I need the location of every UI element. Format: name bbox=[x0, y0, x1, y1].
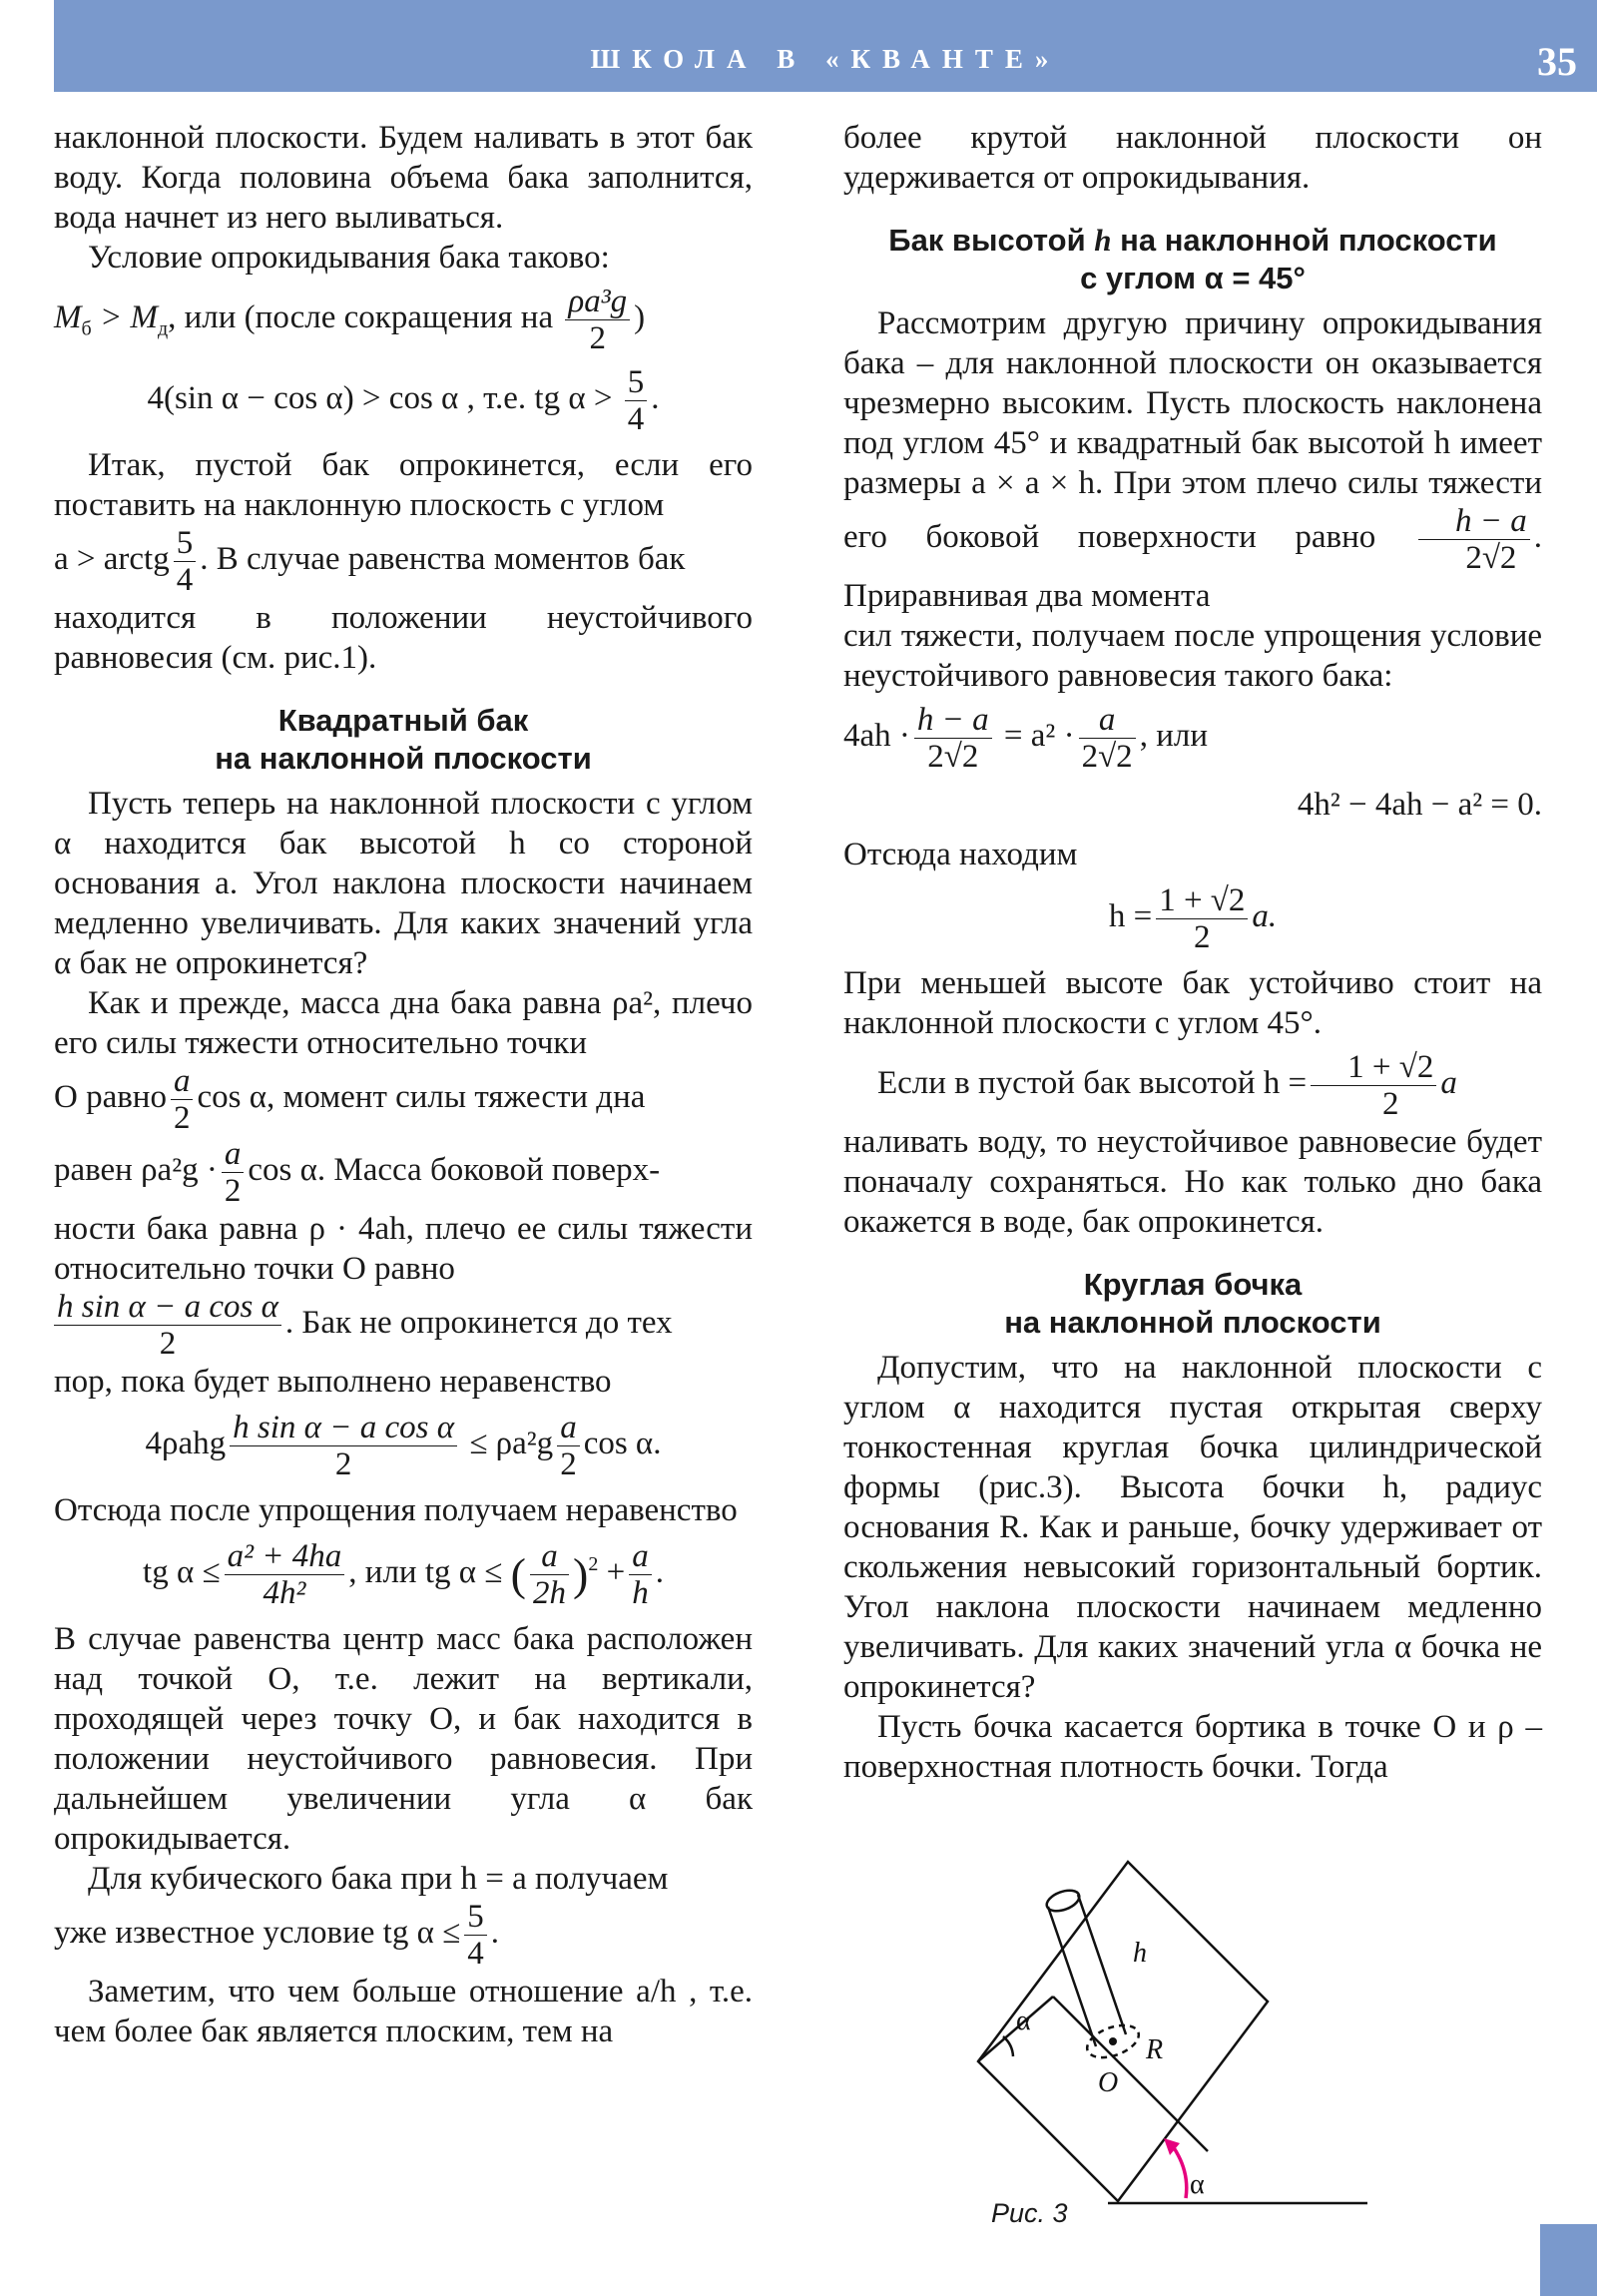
label-O: O bbox=[1098, 2067, 1119, 2098]
paragraph: Как и прежде, масса дна бака равна ρa², плечо его силы тяжести относительно точки bbox=[54, 985, 753, 1061]
formula: a > arctg $\frac{5}{4}$ . В случае равенства моментов бак bbox=[54, 525, 686, 598]
formula: уже известное условие tg α ≤ $\frac{5}{4}$ . bbox=[54, 1899, 499, 1972]
formula: 4(sin α − cos α) > cos α , т.е. tg α > $\frac{5}{4}$ . bbox=[147, 364, 660, 437]
label-alpha-top: α bbox=[1016, 2006, 1031, 2036]
section-heading: Бак высотой h на наклонной плоскости с углом α = 45° bbox=[888, 223, 1497, 295]
paragraph: Рассмотрим другую причину опрокидывания бака – для наклонной плоскости он оказывается чрезмерно высоким. Пусть плоскость наклонена под углом 45° и квадратный бак высотой h имеет размеры a × a × h. При этом плечо силы тяжести его боковой поверхности равно $\frac{h - a}{2√2}$ . Приравнивая два момента bbox=[843, 305, 1543, 614]
paragraph: Отсюда после упрощения получаем неравенство bbox=[54, 1492, 738, 1528]
label-R: R bbox=[1146, 2034, 1164, 2065]
paragraph: Пусть теперь на наклонной плоскости с углом α находится бак высотой h со стороной основания a. Угол наклона плоскости начинаем медленно увеличивать. Для каких значений угла α бак не опрокинется? bbox=[54, 786, 753, 981]
label-alpha-bottom: α bbox=[1190, 2169, 1205, 2200]
figure-3 bbox=[968, 1847, 1387, 2246]
paragraph: Отсюда находим bbox=[843, 837, 1078, 872]
angle-arrow bbox=[1173, 2146, 1187, 2198]
right-column bbox=[843, 118, 1542, 1787]
paragraph: При меньшей высоте бак устойчиво стоит на наклонной плоскости с углом 45°. bbox=[843, 965, 1542, 1041]
paragraph: ности бака равна ρ · 4ah, плечо ее силы тяжести относительно точки O равно bbox=[54, 1211, 753, 1287]
formula: 4ah · $\frac{h - a}{2√2}$ = a² · $\frac{a}{2√2}$ , или bbox=[843, 702, 1208, 775]
formula: равен ρa²g · $\frac{a}{2}$ cos α. Масса боковой поверх- bbox=[54, 1136, 661, 1209]
figure-caption: Рис. 3 bbox=[991, 2198, 1068, 2228]
formula: tg α ≤ $\frac{\text{a² + 4ha}}{\text{4h²}}$ , или tg α ≤ ( $\frac{a}{2h}$ )$^2$ + $\frac{a}{h}$ . bbox=[143, 1538, 664, 1611]
paragraph: сил тяжести, получаем после упрощения условие неустойчивого равновесия такого бака: bbox=[843, 618, 1542, 694]
section-heading: Квадратный бак на наклонной плоскости bbox=[215, 703, 592, 776]
center-point bbox=[1109, 2037, 1117, 2045]
paragraph: наливать воду, то неустойчивое равновесие будет поначалу сохраняться. Но как только дно бака окажется в воде, бак опрокинется. bbox=[843, 1124, 1542, 1240]
paragraph: Допустим, что на наклонной плоскости с углом α находится пустая открытая сверху тонкостенная круглая бочка цилиндрической формы (рис.3). Высота бочки h, радиус основания R. Как и раньше, бочку удерживает от скольжения невысокий горизонтальный бортик. Угол наклона плоскости начинаем медленно увеличивать. Для каких значений угла α бочка не опрокинется? bbox=[843, 1350, 1542, 1705]
page-header bbox=[54, 0, 1597, 92]
formula: $M_б > M_д$, или (после сокращения на $\frac{\text{ρa³g}}{2}$ ) bbox=[54, 284, 646, 356]
paragraph: Условие опрокидывания бака таково: bbox=[88, 240, 610, 276]
formula: h = $\frac{1 + √2}{2}$ a. bbox=[1108, 882, 1278, 955]
paragraph: наклонной плоскости. Будем наливать в этот бак воду. Когда половина объема бака заполнится, вода начнет из него выливаться. bbox=[54, 120, 753, 236]
formula: 4h² − 4ah − a² = 0. bbox=[1297, 787, 1542, 823]
paragraph: Для кубического бака при h = a получаем bbox=[88, 1861, 669, 1897]
paragraph: находится в положении неустойчивого равновесия (см. рис.1). bbox=[54, 600, 753, 676]
formula: $\frac{\text{h sin α − a cos α}}{2}$ . Бак не опрокинется до тех bbox=[54, 1289, 753, 1362]
label-h: h bbox=[1133, 1938, 1147, 1969]
formula: 4ρahg $\frac{\text{h sin α − a cos α}}{2}$ ≤ ρa²g $\frac{a}{2}$ cos α. bbox=[145, 1410, 662, 1482]
section-heading: Круглая бочка на наклонной плоскости bbox=[1004, 1267, 1381, 1340]
paragraph: Пусть бочка касается бортика в точке O и ρ – поверхностная плотность бочки. Тогда bbox=[843, 1709, 1542, 1785]
formula: O равно $\frac{a}{2}$ cos α, момент силы тяжести дна bbox=[54, 1063, 646, 1136]
paragraph: Итак, пустой бак опрокинется, если его поставить на наклонную плоскость с углом bbox=[54, 447, 753, 523]
formula: Если в пустой бак высотой h = $\frac{1 + √2}{2}$ a bbox=[877, 1049, 1457, 1122]
paragraph: В случае равенства центр масс бака расположен над точкой O, т.е. лежит на вертикали, проходящей через точку O, и бак находится в положении неустойчивого равновесия. При дальнейшем увеличении угла α бак опрокидывается. bbox=[54, 1621, 753, 1857]
paragraph: пор, пока будет выполнено неравенство bbox=[54, 1364, 612, 1400]
corner-tab bbox=[1540, 2224, 1597, 2296]
page-number: 35 bbox=[1537, 39, 1577, 84]
paragraph: более крутой наклонной плоскости он удерживается от опрокидывания. bbox=[843, 120, 1542, 196]
paragraph: Заметим, что чем больше отношение a/h , т.е. чем более бак является плоским, тем на bbox=[54, 1974, 753, 2049]
left-column bbox=[54, 118, 753, 2051]
header-title: ШКОЛА В «КВАНТЕ» bbox=[590, 44, 1061, 74]
